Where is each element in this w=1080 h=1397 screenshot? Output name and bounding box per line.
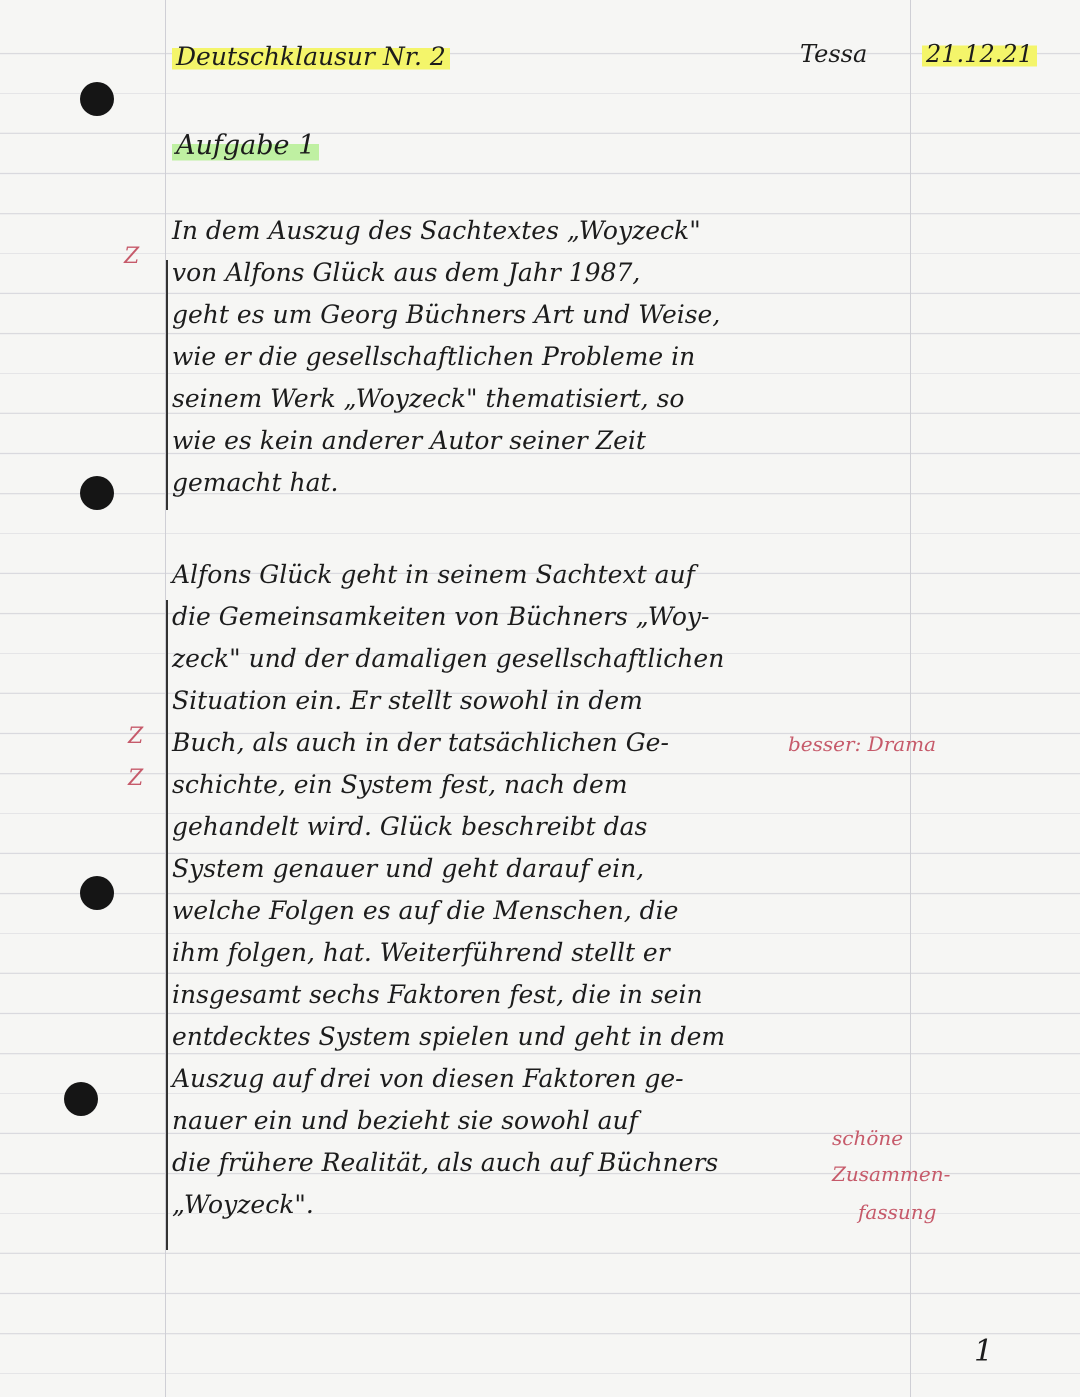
margin-mark-z: Z [128,766,144,791]
student-name: Tessa [800,40,868,68]
text-line: Auszug auf drei von diesen Faktoren ge- [172,1064,684,1093]
paragraph-margin-bar [166,600,168,1250]
text-line: insgesamt sechs Faktoren fest, die in sein [172,980,703,1009]
text-line: ihm folgen, hat. Weiterführend stellt er [172,938,670,967]
text-line: System genauer und geht darauf ein, [172,854,645,883]
punch-hole [80,476,114,510]
task-heading-text: Aufgabe 1 [172,130,319,161]
text-line: wie er die gesellschaftlichen Probleme in [172,342,696,371]
text-line: geht es um Georg Büchners Art und Weise, [172,300,721,329]
margin-mark-z: Z [128,724,144,749]
punch-hole [80,82,114,116]
teacher-comment: besser: Drama [788,732,937,756]
text-line: gemacht hat. [172,468,339,497]
exam-date [922,40,1037,68]
text-line: von Alfons Glück aus dem Jahr 1987, [172,258,641,287]
punch-hole [64,1082,98,1116]
text-line: „Woyzeck". [172,1190,314,1219]
exam-title [172,42,450,71]
text-line: schichte, ein System fest, nach dem [172,770,628,799]
task-heading [172,130,319,161]
teacher-comment: schöne [832,1126,904,1150]
text-line: Situation ein. Er stellt sowohl in dem [172,686,643,715]
teacher-comment: fassung [858,1200,937,1224]
text-line: nauer ein und bezieht sie sowohl auf [172,1106,638,1135]
text-line: welche Folgen es auf die Menschen, die [172,896,679,925]
text-line: entdecktes System spielen und geht in dem [172,1022,726,1051]
text-line: Alfons Glück geht in seinem Sachtext auf [172,560,695,589]
text-line: zeck" und der damaligen gesellschaftlichen [172,644,725,673]
text-line: seinem Werk „Woyzeck" thematisiert, so [172,384,685,413]
text-line: die Gemeinsamkeiten von Büchners „Woy- [172,602,710,631]
exam-title-text: Deutschklausur Nr. 2 [172,42,450,71]
right-margin-line [910,0,911,1397]
teacher-comment: Zusammen- [832,1162,951,1186]
text-line: die frühere Realität, als auch auf Büchners [172,1148,719,1177]
text-line: wie es kein anderer Autor seiner Zeit [172,426,646,455]
text-line: In dem Auszug des Sachtextes „Woyzeck" [172,216,701,245]
punch-hole [80,876,114,910]
margin-mark-z: Z [124,244,140,269]
text-line: Buch, als auch in der tatsächlichen Ge- [172,728,669,757]
text-line: gehandelt wird. Glück beschreibt das [172,812,648,841]
paragraph-margin-bar [166,260,168,510]
exam-date-text: 21.12.21 [922,40,1037,68]
page-number: 1 [974,1334,994,1369]
